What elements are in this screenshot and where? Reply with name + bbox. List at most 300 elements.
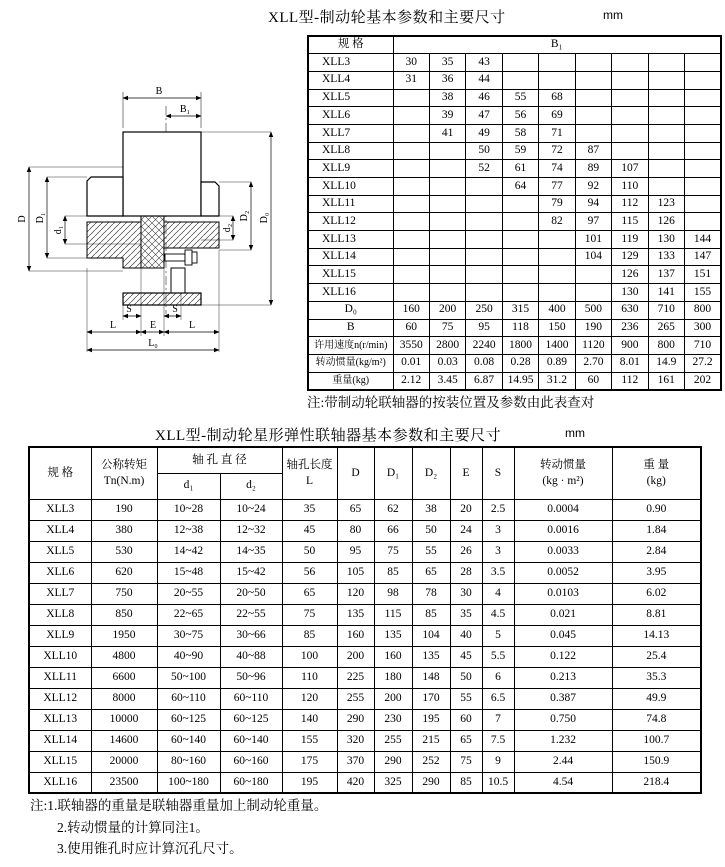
value-cell: 160	[337, 625, 374, 646]
value-cell	[648, 54, 684, 72]
value-cell: 1.232	[514, 730, 612, 751]
value-cell: 14.13	[612, 625, 701, 646]
dim-label-S-left: S	[126, 304, 132, 315]
value-cell: 290	[337, 709, 374, 730]
dim-label-S-right: S	[172, 304, 178, 315]
spec-cell: XLL14	[29, 730, 91, 751]
value-cell: 200	[337, 646, 374, 667]
table-row	[308, 160, 721, 178]
spec-cell: 许用速度n(r/min)	[308, 337, 393, 355]
dim-label-d2: d₂	[222, 223, 233, 233]
value-cell: 0.045	[514, 625, 612, 646]
value-cell: 530	[91, 541, 157, 562]
value-cell: 92	[575, 178, 611, 196]
value-cell: 28	[450, 562, 482, 583]
spec-cell: XLL4	[308, 71, 393, 89]
value-cell: 105	[337, 562, 374, 583]
value-cell	[429, 195, 465, 213]
value-cell: 75	[282, 604, 337, 625]
value-cell: 71	[539, 124, 575, 142]
value-cell: 74.8	[612, 709, 701, 730]
value-cell: 60~110	[220, 688, 282, 709]
value-cell: 27.2	[685, 354, 722, 372]
torque-header-line1: 公称转矩	[101, 458, 147, 471]
dim-label-d1: d₁	[53, 225, 64, 235]
bore-length-line1: 轴孔长度	[286, 458, 333, 471]
value-cell	[429, 160, 465, 178]
value-cell	[393, 89, 429, 107]
spec-cell: XLL12	[308, 213, 393, 231]
value-cell	[612, 107, 648, 125]
value-cell: 68	[539, 89, 575, 107]
value-cell: 0.01	[393, 354, 429, 372]
spec-cell: XLL8	[308, 142, 393, 160]
value-cell: 101	[575, 231, 611, 249]
value-cell	[466, 231, 502, 249]
value-cell: 20	[450, 499, 482, 520]
value-cell: 500	[575, 301, 611, 319]
table1-unit-label: mm	[603, 8, 623, 22]
b1-header-cell: B₁	[393, 36, 721, 54]
spec-cell: XLL15	[308, 266, 393, 284]
value-cell: 315	[502, 301, 538, 319]
value-cell: 137	[648, 266, 684, 284]
footnote-3: 3.使用锥孔时应计算沉孔尺寸。	[57, 841, 243, 856]
value-cell	[575, 124, 611, 142]
value-cell: 75	[450, 751, 482, 772]
dim-label-D2: D₂	[239, 210, 250, 222]
table-row	[308, 124, 721, 142]
value-cell: 35	[429, 54, 465, 72]
value-cell: 23500	[91, 772, 157, 793]
spec-cell: XLL11	[308, 195, 393, 213]
value-cell	[648, 89, 684, 107]
value-cell: 22~55	[220, 604, 282, 625]
value-cell	[393, 195, 429, 213]
table-row	[29, 709, 701, 730]
table-row	[29, 625, 701, 646]
spec-cell: XLL12	[29, 688, 91, 709]
value-cell	[648, 107, 684, 125]
table2-header-row-1	[29, 447, 701, 473]
value-cell: 126	[612, 266, 648, 284]
value-cell: 45	[450, 646, 482, 667]
value-cell: 0.0033	[514, 541, 612, 562]
spec-cell: XLL13	[308, 231, 393, 249]
table-row	[29, 730, 701, 751]
value-cell: 195	[282, 772, 337, 793]
value-cell: 123	[648, 195, 684, 213]
value-cell: 135	[337, 604, 374, 625]
value-cell: 24	[450, 520, 482, 541]
value-cell: 6	[482, 667, 514, 688]
value-cell	[429, 213, 465, 231]
value-cell: 135	[374, 625, 412, 646]
value-cell: 3	[482, 541, 514, 562]
value-cell: 8.81	[612, 604, 701, 625]
table-row	[29, 520, 701, 541]
table1-title: XLL型-制动轮基本参数和主要尺寸	[268, 10, 506, 26]
coupling-table	[28, 446, 702, 794]
value-cell: 20000	[91, 751, 157, 772]
value-cell	[429, 248, 465, 266]
value-cell: 141	[648, 284, 684, 302]
value-cell: 420	[337, 772, 374, 793]
value-cell: 104	[412, 625, 450, 646]
value-cell: 56	[282, 562, 337, 583]
spec-cell: XLL5	[308, 89, 393, 107]
value-cell: 100	[282, 646, 337, 667]
left-hub	[87, 177, 123, 216]
value-cell	[502, 195, 538, 213]
value-cell: 400	[539, 301, 575, 319]
dim-label-E: E	[149, 320, 157, 331]
value-cell: 0.387	[514, 688, 612, 709]
value-cell: 218.4	[612, 772, 701, 793]
value-cell: 65	[337, 499, 374, 520]
value-cell: 94	[575, 195, 611, 213]
value-cell: 30~66	[220, 625, 282, 646]
value-cell	[575, 71, 611, 89]
S-header-cell: S	[482, 447, 514, 499]
value-cell: 12~38	[157, 520, 220, 541]
spec-cell: XLL15	[29, 751, 91, 772]
value-cell: 115	[612, 213, 648, 231]
value-cell: 370	[337, 751, 374, 772]
value-cell: 710	[648, 301, 684, 319]
value-cell: 65	[282, 583, 337, 604]
value-cell: 66	[374, 520, 412, 541]
inertia-header-line2: (kg · m²)	[542, 475, 584, 488]
value-cell: 126	[648, 213, 684, 231]
value-cell	[502, 213, 538, 231]
value-cell: 22~65	[157, 604, 220, 625]
value-cell: 65	[412, 562, 450, 583]
value-cell: 200	[374, 688, 412, 709]
value-cell	[612, 142, 648, 160]
value-cell	[393, 124, 429, 142]
value-cell: 150.9	[612, 751, 701, 772]
dim-label-D: D	[17, 215, 28, 223]
value-cell: 710	[685, 337, 722, 355]
value-cell: 0.89	[539, 354, 575, 372]
value-cell: 14.95	[502, 372, 538, 390]
value-cell: 0.03	[429, 354, 465, 372]
value-cell: 5.5	[482, 646, 514, 667]
value-cell: 74	[539, 160, 575, 178]
value-cell	[612, 71, 648, 89]
value-cell	[393, 213, 429, 231]
value-cell: 30~75	[157, 625, 220, 646]
value-cell: 36	[429, 71, 465, 89]
table-row	[308, 231, 721, 249]
bore-length-line2: L	[305, 475, 314, 488]
dim-label-L-left: L	[109, 320, 117, 331]
value-cell: 82	[539, 213, 575, 231]
table-row	[29, 583, 701, 604]
dim-label-B1: B₁	[179, 104, 191, 115]
value-cell: 4800	[91, 646, 157, 667]
value-cell: 50	[450, 667, 482, 688]
value-cell: 161	[648, 372, 684, 390]
value-cell: 62	[374, 499, 412, 520]
value-cell	[539, 284, 575, 302]
table-row	[29, 541, 701, 562]
value-cell: 78	[412, 583, 450, 604]
spec-cell: XLL6	[308, 107, 393, 125]
value-cell: 170	[412, 688, 450, 709]
weight-header-cell	[612, 447, 701, 499]
value-cell	[648, 124, 684, 142]
table2-title: XLL型-制动轮星形弹性联轴器基本参数和主要尺寸	[155, 428, 502, 444]
table-row	[308, 54, 721, 72]
value-cell: 620	[91, 562, 157, 583]
value-cell: 43	[466, 54, 502, 72]
spec-cell: XLL8	[29, 604, 91, 625]
table-row	[29, 688, 701, 709]
brake-wheel-table	[307, 35, 722, 391]
value-cell	[502, 266, 538, 284]
dim-label-B: B	[155, 86, 163, 97]
value-cell: 75	[374, 541, 412, 562]
value-cell: 60	[450, 709, 482, 730]
value-cell	[502, 71, 538, 89]
value-cell: 320	[337, 730, 374, 751]
weight-header-line1: 重 量	[643, 458, 670, 471]
value-cell: 118	[502, 319, 538, 337]
value-cell	[539, 266, 575, 284]
value-cell	[612, 89, 648, 107]
value-cell: 38	[412, 499, 450, 520]
value-cell: 0.0052	[514, 562, 612, 583]
table1-header-row	[308, 36, 721, 54]
value-cell: 255	[337, 688, 374, 709]
value-cell: 0.0103	[514, 583, 612, 604]
right-hub	[201, 182, 219, 216]
brake-wheel-rim	[123, 132, 201, 216]
table-row	[308, 71, 721, 89]
dim-label-L-right: L	[188, 320, 196, 331]
value-cell: 60~125	[220, 709, 282, 730]
spec-cell: 重量(kg)	[308, 372, 393, 390]
spec-cell: XLL3	[308, 54, 393, 72]
value-cell	[393, 284, 429, 302]
value-cell: 0.0016	[514, 520, 612, 541]
spec-cell: XLL14	[308, 248, 393, 266]
value-cell	[575, 54, 611, 72]
value-cell: 0.0004	[514, 499, 612, 520]
d1-header-cell: d₁	[157, 473, 220, 499]
value-cell: 300	[685, 319, 722, 337]
table-row	[29, 667, 701, 688]
value-cell: 135	[412, 646, 450, 667]
dim-label-D1: D₁	[35, 212, 46, 224]
value-cell: 107	[612, 160, 648, 178]
table-row	[308, 284, 721, 302]
value-cell: 60~160	[220, 751, 282, 772]
footnote-2: 2.转动惯量的计算同注1。	[57, 819, 209, 835]
value-cell	[575, 107, 611, 125]
spec-cell: XLL6	[29, 562, 91, 583]
value-cell: 41	[429, 124, 465, 142]
value-cell: 3.95	[612, 562, 701, 583]
value-cell: 49	[466, 124, 502, 142]
value-cell: 35	[282, 499, 337, 520]
coupling-drawing	[5, 62, 300, 362]
value-cell: 3.45	[429, 372, 465, 390]
value-cell	[429, 284, 465, 302]
value-cell: 50~96	[220, 667, 282, 688]
value-cell: 44	[466, 71, 502, 89]
value-cell	[502, 248, 538, 266]
value-cell: 50	[282, 541, 337, 562]
value-cell	[685, 160, 722, 178]
value-cell: 255	[374, 730, 412, 751]
bolt-washer	[192, 252, 197, 263]
value-cell: 61	[502, 160, 538, 178]
D1-header-cell: D₁	[374, 447, 412, 499]
value-cell: 75	[429, 319, 465, 337]
value-cell: 6.02	[612, 583, 701, 604]
value-cell: 50~100	[157, 667, 220, 688]
value-cell: 30	[450, 583, 482, 604]
value-cell: 9	[482, 751, 514, 772]
value-cell: 7	[482, 709, 514, 730]
value-cell	[393, 107, 429, 125]
value-cell: 290	[374, 751, 412, 772]
value-cell: 215	[412, 730, 450, 751]
table-row	[308, 89, 721, 107]
dim-label-D0: D₀	[259, 212, 270, 224]
value-cell: 59	[502, 142, 538, 160]
value-cell: 14~35	[220, 541, 282, 562]
table-row	[308, 354, 721, 372]
value-cell: 98	[374, 583, 412, 604]
value-cell: 1400	[539, 337, 575, 355]
value-cell	[393, 248, 429, 266]
value-cell: 39	[429, 107, 465, 125]
bore-length-header-cell	[282, 447, 337, 499]
value-cell: 115	[374, 604, 412, 625]
value-cell	[393, 142, 429, 160]
spec-cell: XLL11	[29, 667, 91, 688]
E-header-cell: E	[450, 447, 482, 499]
value-cell: 155	[685, 284, 722, 302]
value-cell: 100.7	[612, 730, 701, 751]
value-cell	[612, 124, 648, 142]
value-cell: 148	[412, 667, 450, 688]
table-row	[308, 195, 721, 213]
value-cell: 800	[648, 337, 684, 355]
value-cell: 10000	[91, 709, 157, 730]
value-cell: 97	[575, 213, 611, 231]
value-cell: 180	[374, 667, 412, 688]
value-cell: 60~180	[220, 772, 282, 793]
table-row	[29, 604, 701, 625]
value-cell: 6.87	[466, 372, 502, 390]
value-cell: 230	[374, 709, 412, 730]
value-cell	[429, 142, 465, 160]
value-cell: 630	[612, 301, 648, 319]
value-cell	[539, 54, 575, 72]
value-cell: 35	[450, 604, 482, 625]
value-cell: 69	[539, 107, 575, 125]
footnote-1: 注:1.联轴器的重量是联轴器重量加上制动轮重量。	[30, 798, 328, 813]
spec-header-cell: 规 格	[308, 36, 393, 54]
value-cell: 750	[91, 583, 157, 604]
table-row	[308, 248, 721, 266]
value-cell: 95	[337, 541, 374, 562]
value-cell: 4	[482, 583, 514, 604]
value-cell: 35.3	[612, 667, 701, 688]
value-cell: 120	[282, 688, 337, 709]
value-cell: 60~140	[157, 730, 220, 751]
value-cell: 100~180	[157, 772, 220, 793]
value-cell	[466, 266, 502, 284]
spec-cell: XLL5	[29, 541, 91, 562]
value-cell	[539, 71, 575, 89]
value-cell: 60~110	[157, 688, 220, 709]
spec-cell: XLL16	[308, 284, 393, 302]
value-cell: 46	[466, 89, 502, 107]
value-cell: 20~55	[157, 583, 220, 604]
value-cell: 2.84	[612, 541, 701, 562]
table-row	[29, 499, 701, 520]
value-cell: 3550	[393, 337, 429, 355]
value-cell: 60	[393, 319, 429, 337]
value-cell: 0.021	[514, 604, 612, 625]
value-cell: 65	[450, 730, 482, 751]
value-cell: 3	[482, 520, 514, 541]
value-cell: 20~50	[220, 583, 282, 604]
value-cell	[502, 231, 538, 249]
value-cell: 900	[612, 337, 648, 355]
value-cell: 160	[374, 646, 412, 667]
value-cell: 14600	[91, 730, 157, 751]
value-cell: 325	[374, 772, 412, 793]
value-cell: 52	[466, 160, 502, 178]
spec-cell: XLL7	[308, 124, 393, 142]
value-cell: 250	[466, 301, 502, 319]
value-cell	[648, 178, 684, 196]
value-cell: 120	[337, 583, 374, 604]
value-cell	[685, 71, 722, 89]
spec-cell: XLL4	[29, 520, 91, 541]
value-cell: 10~24	[220, 499, 282, 520]
value-cell: 1120	[575, 337, 611, 355]
d2-header-cell: d₂	[220, 473, 282, 499]
value-cell: 800	[685, 301, 722, 319]
value-cell: 252	[412, 751, 450, 772]
value-cell: 4.5	[482, 604, 514, 625]
value-cell: 2.12	[393, 372, 429, 390]
value-cell: 110	[282, 667, 337, 688]
right-flange-section	[164, 222, 219, 248]
value-cell	[466, 178, 502, 196]
value-cell	[685, 213, 722, 231]
value-cell	[575, 266, 611, 284]
value-cell: 110	[612, 178, 648, 196]
value-cell: 190	[91, 499, 157, 520]
value-cell: 58	[502, 124, 538, 142]
value-cell: 49.9	[612, 688, 701, 709]
value-cell: 64	[502, 178, 538, 196]
table-row	[308, 266, 721, 284]
value-cell	[685, 178, 722, 196]
value-cell: 6.5	[482, 688, 514, 709]
value-cell: 85	[412, 604, 450, 625]
value-cell: 265	[648, 319, 684, 337]
